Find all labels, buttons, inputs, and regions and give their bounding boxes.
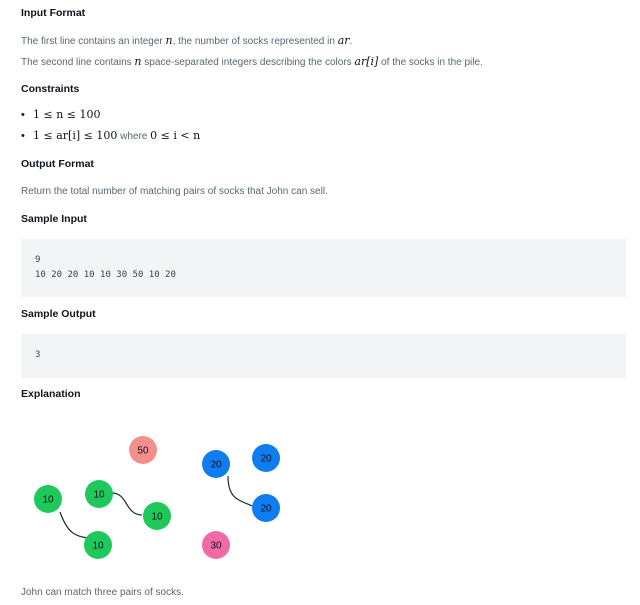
input-format-line-2: The second line contains n space-separated integers describing the colors ar[i] of the socks in the pile. — [21, 55, 483, 68]
pair-connector — [112, 493, 142, 515]
sock-label: 20 — [260, 503, 272, 515]
sock-label: 20 — [210, 459, 222, 471]
bullet-icon: • — [21, 130, 25, 142]
sock-label: 20 — [260, 453, 272, 465]
sock-20 — [252, 494, 280, 522]
sample-input-heading: Sample Input — [21, 213, 87, 225]
sock-10 — [85, 480, 113, 508]
sock-label: 10 — [92, 540, 104, 552]
sock-label: 30 — [210, 540, 222, 552]
input-format-heading: Input Format — [21, 7, 86, 19]
sock-20 — [202, 450, 230, 478]
socks-illustration — [0, 420, 640, 570]
sock-30 — [202, 531, 230, 559]
pair-connector — [228, 476, 252, 506]
bullet-icon: • — [21, 109, 25, 121]
sample-output-code: 3 — [21, 334, 626, 378]
sock-label: 50 — [137, 445, 149, 457]
sock-10 — [84, 531, 112, 559]
sock-label: 10 — [93, 489, 105, 501]
constraints-heading: Constraints — [21, 83, 80, 95]
output-format-text: Return the total number of matching pairs of socks that John can sell. — [21, 186, 328, 197]
sample-output-heading: Sample Output — [21, 308, 96, 320]
sock-10 — [34, 485, 62, 513]
sock-10 — [143, 502, 171, 530]
constraint-item: • 1 ≤ ar[i] ≤ 100 where 0 ≤ i < n — [21, 129, 201, 142]
sock-20 — [252, 444, 280, 472]
sock-label: 10 — [151, 511, 163, 523]
output-format-heading: Output Format — [21, 158, 94, 170]
sample-input-code: 9 10 20 20 10 10 30 50 10 20 — [21, 239, 626, 297]
explanation-caption: John can match three pairs of socks. — [21, 587, 184, 598]
sock-label: 10 — [42, 494, 54, 506]
constraint-item: • 1 ≤ n ≤ 100 — [21, 108, 101, 121]
input-format-line-1: The first line contains an integer n, the number of socks represented in ar. — [21, 34, 353, 47]
sock-50 — [129, 436, 157, 464]
explanation-heading: Explanation — [21, 388, 81, 400]
